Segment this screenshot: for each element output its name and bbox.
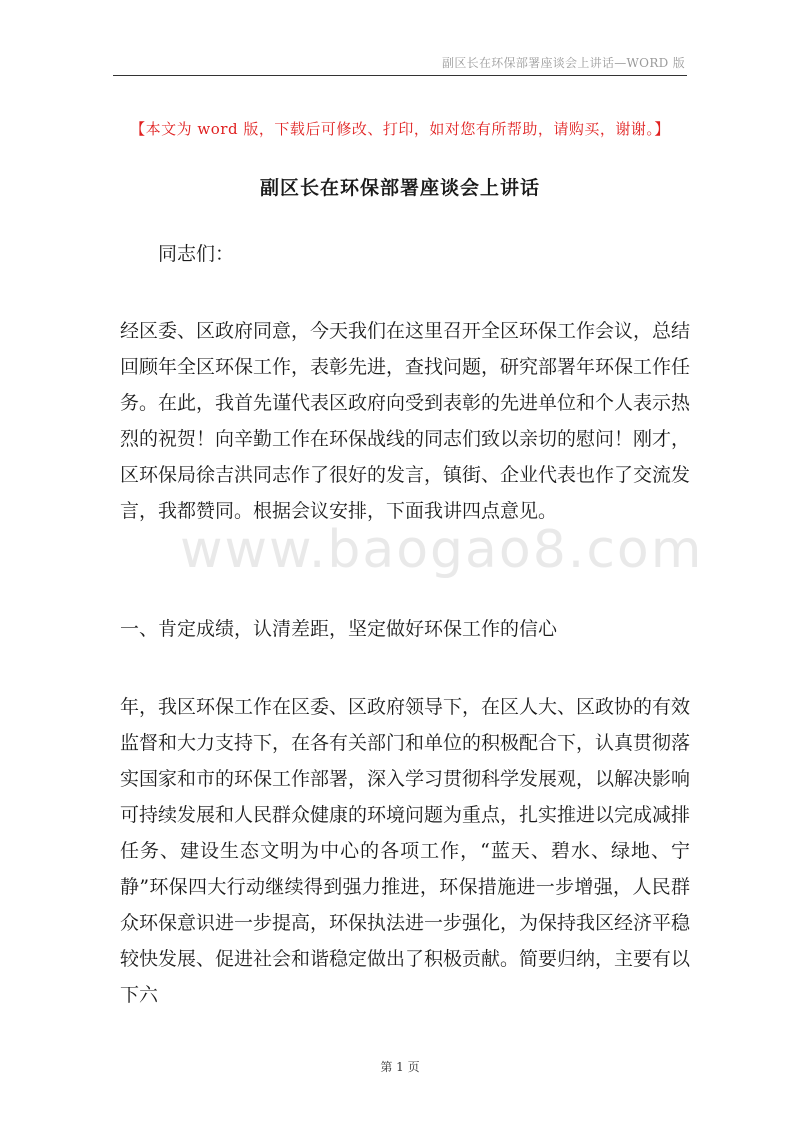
section-heading-1: 一、肯定成绩，认清差距，坚定做好环保工作的信心 <box>120 618 558 640</box>
purchase-notice: 【本文为 word 版，下载后可修改、打印，如对您有所帮助，请购买，谢谢。】 <box>130 120 670 138</box>
header-rule <box>113 75 687 76</box>
watermark: www.baogao8.com <box>180 520 704 580</box>
paragraph-section-1: 年，我区环保工作在区委、区政府领导下，在区人大、区政协的有效监督和大力支持下，在各有关部门和单位的积极配合下，认真贯彻落实国家和市的环保工作部署，深入学习贯彻科学发展观，以解决影响可持续发展和人民群众健康的环境问题为重点，扎实推进以完成减排任务、建设生态文明为中心的各项工作，“蓝天、碧水、绿地、宁静”环保四大行动继续得到强力推进，环保措施进一步增强，人民群众环保意识进一步提高，环保执法进一步强化，为保持我区经济平稳较快发展、促进社会和谐稳定做出了积极贡献。简要归纳，主要有以下六 <box>120 696 691 1006</box>
document-title: 副区长在环保部署座谈会上讲话 <box>259 177 540 199</box>
salutation: 同志们： <box>158 243 235 265</box>
page-number: 第 1 页 <box>380 1060 420 1074</box>
paragraph-intro: 经区委、区政府同意，今天我们在这里召开全区环保工作会议，总结回顾年全区环保工作，表彰先进，查找问题，研究部署年环保工作任务。在此，我首先谨代表区政府向受到表彰的先进单位和个人表示热烈的祝贺！向辛勤工作在环保战线的同志们致以亲切的慰问！刚才，区环保局徐吉洪同志作了很好的发言，镇街、企业代表也作了交流发言，我都赞同。根据会议安排，下面我讲四点意见。 <box>120 320 691 522</box>
running-header: 副区长在环保部署座谈会上讲话—WORD 版 <box>442 56 685 70</box>
